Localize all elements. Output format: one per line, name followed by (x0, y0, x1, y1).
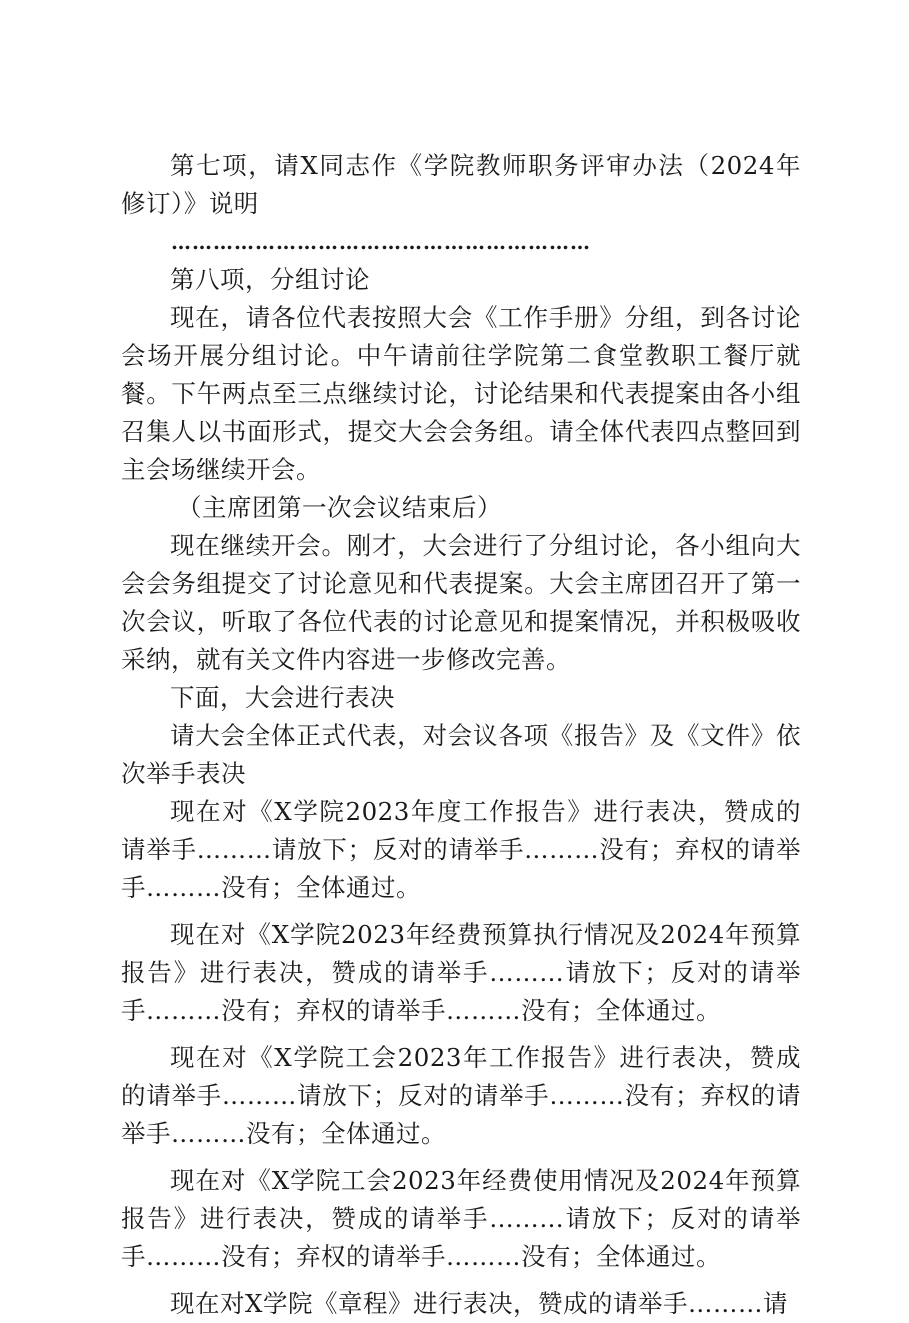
paragraph-item-7: 第七项，请X同志作《学院教师职务评审办法（2024年修订）》说明 (121, 151, 801, 218)
paragraph-vote-union-report: 现在对《X学院工会2023年工作报告》进行表决，赞成的请举手………请放下；反对的请举手………没有；弃权的请举手………没有；全体通过。 (121, 1043, 801, 1148)
paragraph-vote-union-budget: 现在对《X学院工会2023年经费使用情况及2024年预算报告》进行表决，赞成的请举手………请放下；反对的请举手………没有；弃权的请举手………没有；全体通过。 (121, 1166, 801, 1271)
paragraph-resume-meeting: 现在继续开会。刚才，大会进行了分组讨论，各小组向大会会务组提交了讨论意见和代表提案。大会主席团召开了第一次会议，听取了各位代表的讨论意见和提案情况，并积极吸收采纳，就有关文件内容进一步修改完善。 (121, 531, 801, 674)
paragraph-vote-budget-report: 现在对《X学院2023年经费预算执行情况及2024年预算报告》进行表决，赞成的请举手………请放下；反对的请举手………没有；弃权的请举手………没有；全体通过。 (121, 920, 801, 1025)
paragraph-vote-intro: 下面，大会进行表决 (170, 683, 395, 712)
paragraph-item-8: 第八项，分组讨论 (170, 265, 370, 294)
ellipsis-separator: …………………………………………………… (171, 230, 591, 254)
paragraph-vote-instruction: 请大会全体正式代表，对会议各项《报告》及《文件》依次举手表决 (121, 721, 801, 788)
paragraph-presidium-note: （主席团第一次会议结束后） (177, 493, 502, 522)
paragraph-vote-charter: 现在对X学院《章程》进行表决，赞成的请举手………请 (170, 1289, 788, 1318)
paragraph-vote-work-report: 现在对《X学院2023年度工作报告》进行表决，赞成的请举手………请放下；反对的请举手………没有；弃权的请举手………没有；全体通过。 (121, 797, 801, 902)
paragraph-group-discussion: 现在，请各位代表按照大会《工作手册》分组，到各讨论会场开展分组讨论。中午请前往学院第二食堂教职工餐厅就餐。下午两点至三点继续讨论，讨论结果和代表提案由各小组召集人以书面形式，提交大会会务组。请全体代表四点整回到主会场继续开会。 (121, 303, 801, 484)
document-body (121, 147, 801, 1323)
